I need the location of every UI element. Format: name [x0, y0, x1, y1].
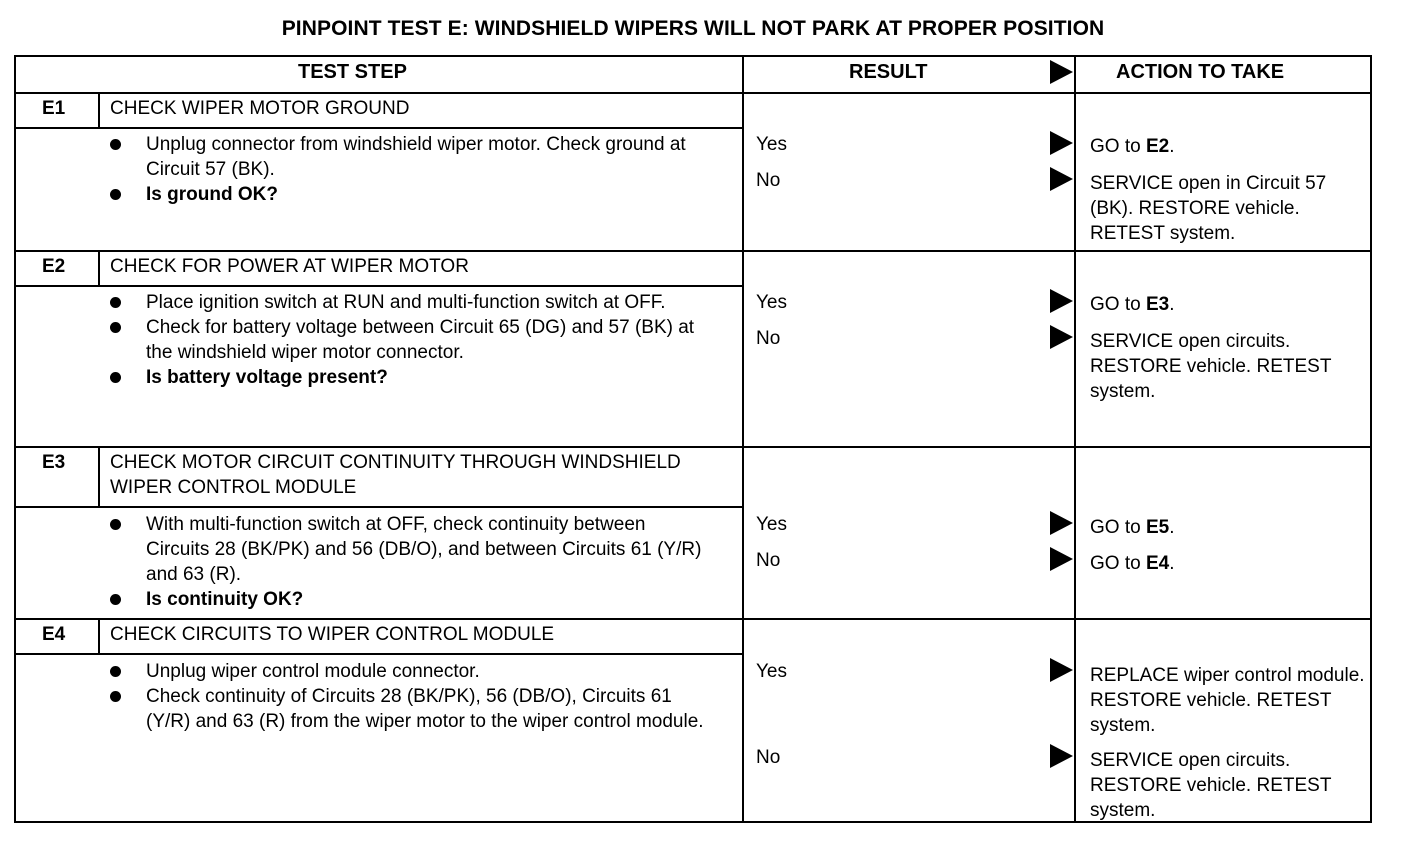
step-id: E3: [42, 452, 66, 473]
step-id-divider: [98, 446, 100, 506]
action-text: GO to: [1090, 294, 1146, 315]
step-title: CHECK FOR POWER AT WIPER MOTOR: [110, 256, 469, 277]
pinpoint-test-table: [14, 55, 1372, 823]
action-no: SERVICE open circuits. RESTORE vehicle. RETEST system.: [1090, 331, 1332, 402]
step-id-divider: [98, 618, 100, 653]
header-arrow-icon: [1050, 60, 1073, 84]
column-divider: [742, 57, 744, 821]
bullet-item: Place ignition switch at RUN and multi-function switch at OFF.: [110, 290, 700, 315]
action-text: .: [1169, 517, 1175, 538]
result-no: No: [756, 747, 781, 768]
result-yes: Yes: [756, 661, 787, 682]
row-divider: [16, 446, 1370, 448]
header-result: RESULT: [849, 61, 928, 83]
arrow-icon: [1050, 547, 1073, 571]
action-yes: REPLACE wiper control module. RESTORE vehicle. RETEST system.: [1090, 665, 1365, 736]
step-bullets: [110, 290, 700, 390]
step-id: E1: [42, 98, 66, 119]
header-action: ACTION TO TAKE: [1116, 61, 1285, 83]
step-bullets: [110, 132, 690, 207]
step-title: CHECK MOTOR CIRCUIT CONTINUITY THROUGH WINDSHIELD WIPER CONTROL MODULE: [110, 452, 681, 498]
action-no: SERVICE open circuits. RESTORE vehicle. RETEST system.: [1090, 750, 1332, 821]
bullet-question: Is ground OK?: [110, 182, 690, 207]
bullet-question: Is continuity OK?: [110, 587, 710, 612]
bullet-item: With multi-function switch at OFF, check continuity between Circuits 28 (BK/PK) and 56 (DB/O), and between Circuits 61 (Y/R) and 63 (R).: [110, 512, 710, 587]
action-step-ref: E4: [1145, 553, 1170, 574]
row-divider: [16, 250, 1370, 252]
action-yes: [1090, 515, 1370, 540]
action-text: .: [1169, 553, 1175, 574]
arrow-icon: [1050, 325, 1073, 349]
action-yes: [1090, 134, 1370, 159]
action-step-ref: E3: [1145, 294, 1170, 315]
row-divider: [16, 127, 742, 129]
row-divider: [16, 653, 742, 655]
step-id-divider: [98, 92, 100, 127]
column-divider: [1074, 57, 1076, 821]
result-no: No: [756, 328, 781, 349]
action-yes: [1090, 292, 1370, 317]
action-text: GO to: [1090, 517, 1146, 538]
bullet-item: Unplug wiper control module connector.: [110, 659, 710, 684]
action-text: GO to: [1090, 136, 1146, 157]
arrow-icon: [1050, 658, 1073, 682]
action-text: .: [1169, 294, 1175, 315]
result-yes: Yes: [756, 134, 787, 155]
action-step-ref: E5: [1145, 517, 1170, 538]
step-title: CHECK WIPER MOTOR GROUND: [110, 98, 410, 119]
step-id: E4: [42, 624, 66, 645]
action-text: GO to: [1090, 553, 1146, 574]
bullet-item: Check for battery voltage between Circuit 65 (DG) and 57 (BK) at the windshield wiper motor connector.: [110, 315, 700, 365]
bullet-item: Unplug connector from windshield wiper motor. Check ground at Circuit 57 (BK).: [110, 132, 690, 182]
header-test-step: TEST STEP: [298, 61, 407, 83]
action-step-ref: E2: [1145, 136, 1170, 157]
result-no: No: [756, 170, 781, 191]
arrow-icon: [1050, 289, 1073, 313]
arrow-icon: [1050, 744, 1073, 768]
step-id: E2: [42, 256, 66, 277]
result-no: No: [756, 550, 781, 571]
result-yes: Yes: [756, 514, 787, 535]
row-divider: [16, 618, 1370, 620]
arrow-icon: [1050, 131, 1073, 155]
row-divider: [16, 285, 742, 287]
arrow-icon: [1050, 167, 1073, 191]
step-bullets: [110, 659, 710, 734]
header-divider: [16, 92, 1370, 94]
row-divider: [16, 506, 742, 508]
bullet-question: Is battery voltage present?: [110, 365, 700, 390]
action-no: SERVICE open in Circuit 57 (BK). RESTORE vehicle. RETEST system.: [1090, 173, 1327, 244]
bullet-item: Check continuity of Circuits 28 (BK/PK), 56 (DB/O), Circuits 61 (Y/R) and 63 (R) from the wiper motor to the wiper control module.: [110, 684, 710, 734]
step-bullets: [110, 512, 710, 612]
action-no: [1090, 551, 1370, 576]
arrow-icon: [1050, 511, 1073, 535]
step-title: CHECK CIRCUITS TO WIPER CONTROL MODULE: [110, 624, 555, 645]
result-yes: Yes: [756, 292, 787, 313]
page-title: PINPOINT TEST E: WINDSHIELD WIPERS WILL NOT PARK AT PROPER POSITION: [281, 17, 1105, 40]
action-text: .: [1169, 136, 1175, 157]
step-id-divider: [98, 250, 100, 285]
